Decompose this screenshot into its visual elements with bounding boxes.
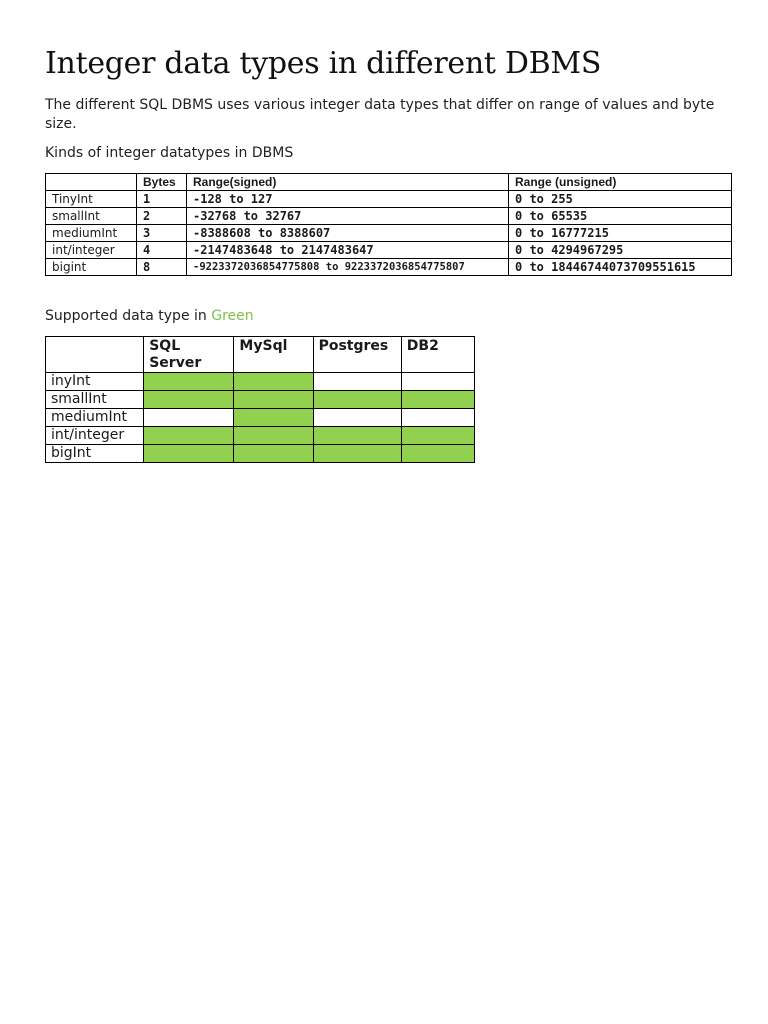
support-type-name: mediumInt (46, 409, 144, 427)
unsigned-range-cell: 0 to 255 (509, 191, 732, 208)
header-cell: SQL Server (144, 337, 234, 373)
table1-caption: Kinds of integer datatypes in DBMS (45, 145, 294, 161)
support-cell (234, 373, 313, 391)
header-cell: DB2 (401, 337, 474, 373)
type-name-cell: mediumInt (46, 225, 137, 242)
type-name-cell: bigint (46, 259, 137, 276)
support-cell (313, 427, 401, 445)
table-header-row (46, 174, 732, 191)
bytes-cell: 2 (137, 208, 187, 225)
integer-types-table (45, 173, 732, 276)
table-row (46, 208, 732, 225)
bytes-cell: 8 (137, 259, 187, 276)
signed-range-cell: -2147483648 to 2147483647 (187, 242, 509, 259)
support-header-row (46, 337, 475, 373)
support-cell (144, 391, 234, 409)
support-cell (144, 427, 234, 445)
signed-range-cell: -32768 to 32767 (187, 208, 509, 225)
table2-caption-prefix: Supported data type in (45, 308, 212, 324)
header-cell (46, 174, 137, 191)
support-cell (401, 427, 474, 445)
table-row (46, 242, 732, 259)
dbms-support-table (45, 336, 475, 463)
support-cell (144, 409, 234, 427)
bytes-cell: 3 (137, 225, 187, 242)
header-cell: MySql (234, 337, 313, 373)
table2-caption (45, 308, 254, 324)
type-name-cell: int/integer (46, 242, 137, 259)
support-row (46, 445, 475, 463)
support-cell (401, 445, 474, 463)
unsigned-range-cell: 0 to 16777215 (509, 225, 732, 242)
signed-range-cell: -8388608 to 8388607 (187, 225, 509, 242)
support-cell (401, 409, 474, 427)
bytes-cell: 1 (137, 191, 187, 208)
support-cell (234, 391, 313, 409)
type-name-cell: smallInt (46, 208, 137, 225)
support-type-name: inyInt (46, 373, 144, 391)
header-cell: Range (unsigned) (509, 174, 732, 191)
support-cell (144, 373, 234, 391)
support-type-name: int/integer (46, 427, 144, 445)
support-cell (144, 445, 234, 463)
signed-range-cell: -128 to 127 (187, 191, 509, 208)
unsigned-range-cell: 0 to 18446744073709551615 (509, 259, 732, 276)
support-cell (401, 391, 474, 409)
bytes-cell: 4 (137, 242, 187, 259)
table-row (46, 191, 732, 208)
type-name-cell: TinyInt (46, 191, 137, 208)
support-cell (234, 427, 313, 445)
support-row (46, 391, 475, 409)
page-title: Integer data types in different DBMS (45, 46, 602, 81)
support-cell (313, 409, 401, 427)
support-type-name: smallInt (46, 391, 144, 409)
table-row (46, 259, 732, 276)
support-cell (401, 373, 474, 391)
support-cell (234, 409, 313, 427)
support-row (46, 409, 475, 427)
signed-range-cell: -9223372036854775808 to 9223372036854775807 (187, 259, 509, 276)
table-row (46, 225, 732, 242)
unsigned-range-cell: 0 to 4294967295 (509, 242, 732, 259)
support-cell (313, 445, 401, 463)
unsigned-range-cell: 0 to 65535 (509, 208, 732, 225)
header-cell: Range(signed) (187, 174, 509, 191)
support-row (46, 427, 475, 445)
header-cell: Bytes (137, 174, 187, 191)
header-cell: Postgres (313, 337, 401, 373)
support-cell (234, 445, 313, 463)
table2-caption-highlight: Green (211, 308, 254, 324)
support-row (46, 373, 475, 391)
support-cell (313, 391, 401, 409)
support-type-name: bigInt (46, 445, 144, 463)
intro-paragraph: The different SQL DBMS uses various integer data types that differ on range of values and byte size. (45, 97, 715, 132)
header-cell (46, 337, 144, 373)
support-cell (313, 373, 401, 391)
